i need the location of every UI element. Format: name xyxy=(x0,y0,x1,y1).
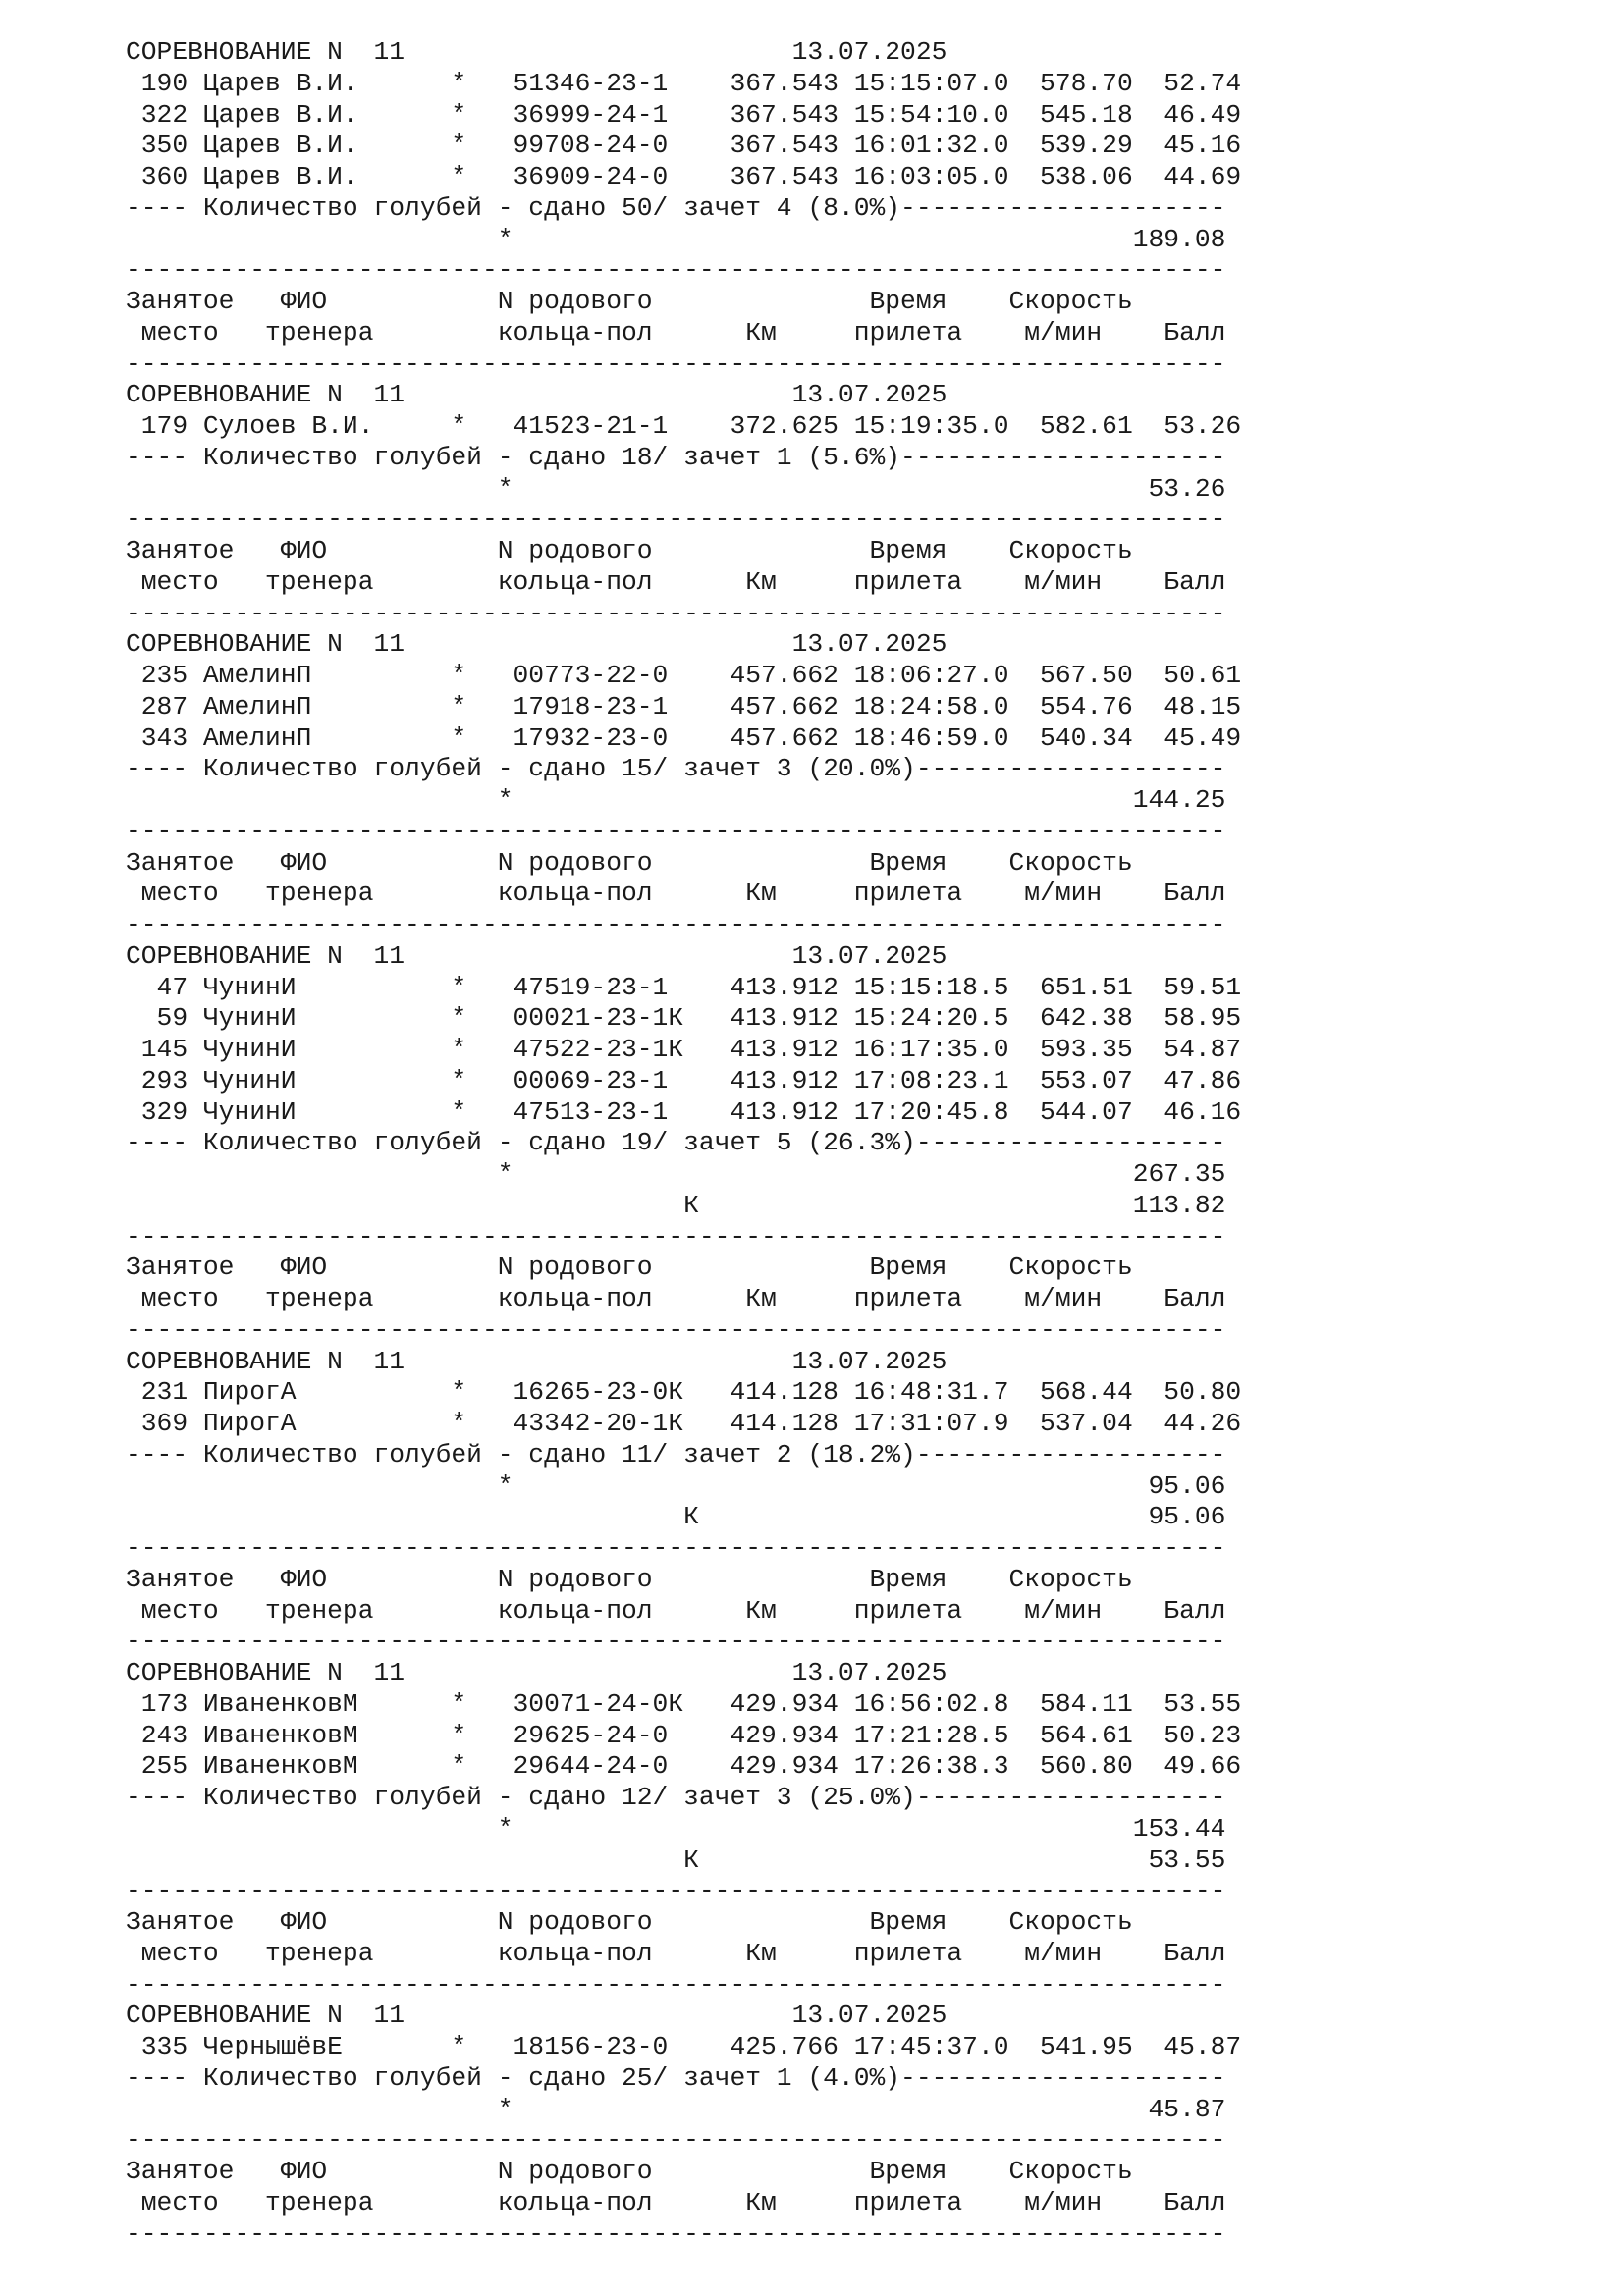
points-total-line: * 267.35 xyxy=(126,1159,1226,1189)
result-row: 47 ЧунинИ * 47519-23-1 413.912 15:15:18.5 651.51 59.51 xyxy=(126,972,1242,1002)
pigeon-count-summary-line: ---- Количество голубей - сдано 18/ зачет 1 (5.6%)--------------------- xyxy=(126,442,1226,472)
column-header-line: Занятое ФИО N родового Время Скорость xyxy=(126,536,1133,565)
result-row: 243 ИваненковМ * 29625-24-0 429.934 17:21:28.5 564.61 50.23 xyxy=(126,1720,1242,1750)
result-row: 173 ИваненковМ * 30071-24-0К 429.934 16:56:02.8 584.11 53.55 xyxy=(126,1688,1242,1719)
competition-header-line: СОРЕВНОВАНИЕ N 11 13.07.2025 xyxy=(126,37,947,67)
result-row: 343 АмелинП * 17932-23-0 457.662 18:46:59.0 540.34 45.49 xyxy=(126,722,1242,753)
points-total-line: К 113.82 xyxy=(126,1190,1226,1220)
pigeon-count-summary-line: ---- Количество голубей - сдано 11/ зачет 2 (18.2%)-------------------- xyxy=(126,1439,1226,1469)
competition-header-line: СОРЕВНОВАНИЕ N 11 13.07.2025 xyxy=(126,2001,947,2031)
pigeon-count-summary-line: ----------------------------------------------------------------------- xyxy=(126,255,1226,286)
column-header-line: Занятое ФИО N родового Время Скорость xyxy=(126,2157,1133,2186)
result-row: 369 ПирогА * 43342-20-1К 414.128 17:31:07.9 537.04 44.26 xyxy=(126,1409,1242,1438)
points-total-line: * 45.87 xyxy=(126,2094,1226,2124)
points-total-line: * 153.44 xyxy=(126,1813,1226,1843)
column-header-line: Занятое ФИО N родового Время Скорость xyxy=(126,1253,1133,1283)
race-results-printout xyxy=(126,37,1241,2250)
pigeon-count-summary-line: ----------------------------------------------------------------------- xyxy=(126,1314,1226,1345)
pigeon-count-summary-line: ----------------------------------------------------------------------- xyxy=(126,1533,1226,1563)
competition-header-line: СОРЕВНОВАНИЕ N 11 13.07.2025 xyxy=(126,1658,947,1687)
pigeon-count-summary-line: ----------------------------------------------------------------------- xyxy=(126,910,1226,939)
pigeon-count-summary-line: ----------------------------------------------------------------------- xyxy=(126,1627,1226,1657)
column-header-line: место тренера кольца-пол Км прилета м/мин Балл xyxy=(126,566,1226,597)
points-total-line: * 53.26 xyxy=(126,473,1226,504)
pigeon-count-summary-line: ----------------------------------------------------------------------- xyxy=(126,598,1226,628)
points-total-line: * 95.06 xyxy=(126,1470,1226,1501)
result-row: 293 ЧунинИ * 00069-23-1 413.912 17:08:23.1 553.07 47.86 xyxy=(126,1065,1242,1095)
result-row: 190 Царев В.И. * 51346-23-1 367.543 15:15:07.0 578.70 52.74 xyxy=(126,68,1242,98)
pigeon-count-summary-line: ----------------------------------------------------------------------- xyxy=(126,2125,1226,2156)
competition-header-line: СОРЕВНОВАНИЕ N 11 13.07.2025 xyxy=(126,1346,947,1376)
result-row: 350 Царев В.И. * 99708-24-0 367.543 16:01:32.0 539.29 45.16 xyxy=(126,131,1242,161)
result-row: 255 ИваненковМ * 29644-24-0 429.934 17:26:38.3 560.80 49.66 xyxy=(126,1751,1242,1782)
points-total-line: * 144.25 xyxy=(126,785,1226,815)
column-header-line: Занятое ФИО N родового Время Скорость xyxy=(126,847,1133,878)
points-total-line: К 95.06 xyxy=(126,1502,1226,1532)
competition-header-line: СОРЕВНОВАНИЕ N 11 13.07.2025 xyxy=(126,380,947,410)
column-header-line: место тренера кольца-пол Км прилета м/мин Балл xyxy=(126,879,1226,909)
column-header-line: место тренера кольца-пол Км прилета м/мин Балл xyxy=(126,317,1226,347)
pigeon-count-summary-line: ----------------------------------------------------------------------- xyxy=(126,816,1226,846)
result-row: 322 Царев В.И. * 36999-24-1 367.543 15:54:10.0 545.18 46.49 xyxy=(126,99,1242,130)
pigeon-count-summary-line: ----------------------------------------------------------------------- xyxy=(126,2218,1226,2249)
result-row: 235 АмелинП * 00773-22-0 457.662 18:06:27.0 567.50 50.61 xyxy=(126,661,1242,690)
pigeon-count-summary-line: ----------------------------------------------------------------------- xyxy=(126,1876,1226,1906)
pigeon-count-summary-line: ---- Количество голубей - сдано 15/ зачет 3 (20.0%)-------------------- xyxy=(126,754,1226,784)
column-header-line: Занятое ФИО N родового Время Скорость xyxy=(126,1907,1133,1937)
pigeon-count-summary-line: ----------------------------------------------------------------------- xyxy=(126,505,1226,535)
result-row: 360 Царев В.И. * 36909-24-0 367.543 16:03:05.0 538.06 44.69 xyxy=(126,162,1242,191)
pigeon-count-summary-line: ---- Количество голубей - сдано 50/ зачет 4 (8.0%)--------------------- xyxy=(126,192,1226,223)
column-header-line: место тренера кольца-пол Км прилета м/мин Балл xyxy=(126,1284,1226,1313)
column-header-line: место тренера кольца-пол Км прилета м/мин Балл xyxy=(126,1938,1226,1968)
pigeon-count-summary-line: ---- Количество голубей - сдано 25/ зачет 1 (4.0%)--------------------- xyxy=(126,2062,1226,2093)
result-row: 231 ПирогА * 16265-23-0К 414.128 16:48:31.7 568.44 50.80 xyxy=(126,1377,1242,1408)
result-row: 145 ЧунинИ * 47522-23-1К 413.912 16:17:35.0 593.35 54.87 xyxy=(126,1035,1242,1064)
competition-header-line: СОРЕВНОВАНИЕ N 11 13.07.2025 xyxy=(126,629,947,660)
pigeon-count-summary-line: ----------------------------------------------------------------------- xyxy=(126,348,1226,379)
column-header-line: место тренера кольца-пол Км прилета м/мин Балл xyxy=(126,1595,1226,1626)
column-header-line: место тренера кольца-пол Км прилета м/мин Балл xyxy=(126,2187,1226,2217)
result-row: 287 АмелинП * 17918-23-1 457.662 18:24:58.0 554.76 48.15 xyxy=(126,691,1242,721)
pigeon-count-summary-line: ---- Количество голубей - сдано 12/ зачет 3 (25.0%)-------------------- xyxy=(126,1783,1226,1812)
points-total-line: * 189.08 xyxy=(126,224,1226,254)
result-row: 59 ЧунинИ * 00021-23-1К 413.912 15:24:20.5 642.38 58.95 xyxy=(126,1003,1242,1034)
competition-header-line: СОРЕВНОВАНИЕ N 11 13.07.2025 xyxy=(126,940,947,971)
pigeon-count-summary-line: ----------------------------------------------------------------------- xyxy=(126,1221,1226,1252)
column-header-line: Занятое ФИО N родового Время Скорость xyxy=(126,1564,1133,1594)
pigeon-count-summary-line: ----------------------------------------------------------------------- xyxy=(126,1969,1226,2000)
pigeon-count-summary-line: ---- Количество голубей - сдано 19/ зачет 5 (26.3%)-------------------- xyxy=(126,1128,1226,1158)
result-row: 335 ЧернышёвЕ * 18156-23-0 425.766 17:45:37.0 541.95 45.87 xyxy=(126,2032,1242,2061)
points-total-line: К 53.55 xyxy=(126,1844,1226,1875)
result-row: 179 Сулоев В.И. * 41523-21-1 372.625 15:19:35.0 582.61 53.26 xyxy=(126,411,1242,441)
result-row: 329 ЧунинИ * 47513-23-1 413.912 17:20:45.8 544.07 46.16 xyxy=(126,1096,1242,1127)
column-header-line: Занятое ФИО N родового Время Скорость xyxy=(126,287,1133,316)
